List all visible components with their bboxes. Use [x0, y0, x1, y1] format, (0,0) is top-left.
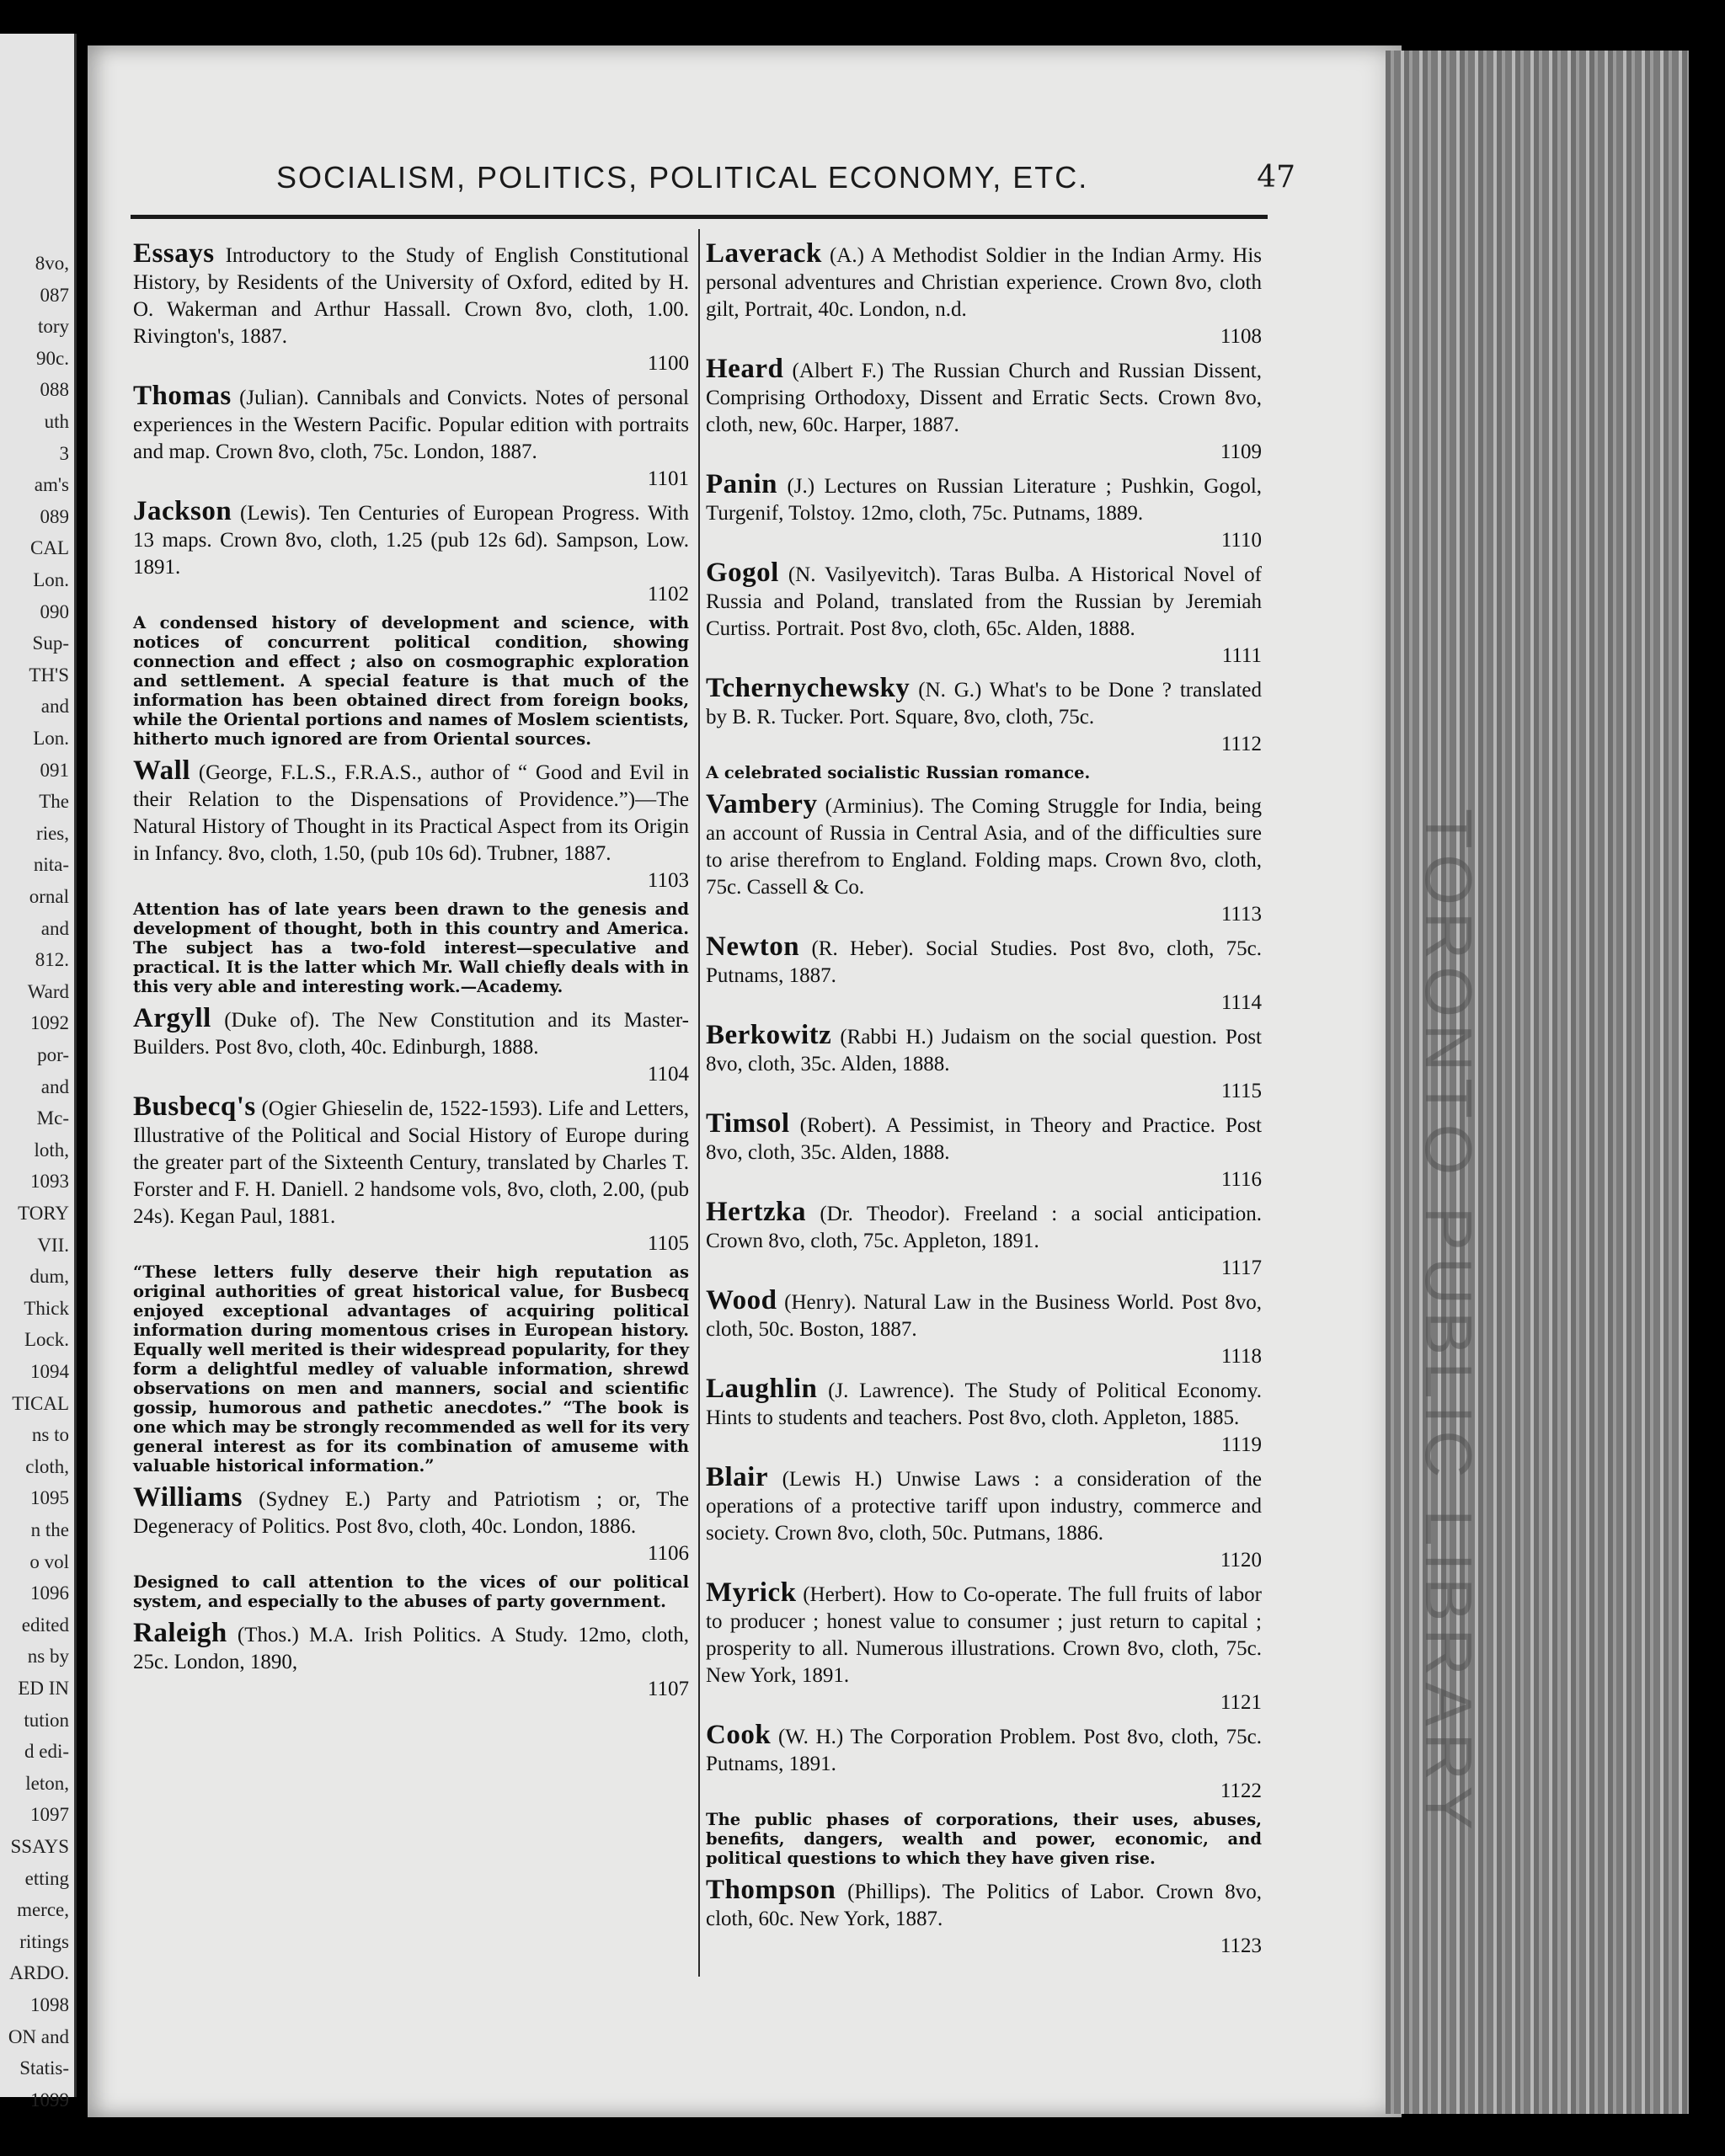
prev-page-text: dum, — [29, 1266, 69, 1288]
entry-author: Williams — [133, 1482, 243, 1513]
entry-number: 1123 — [1220, 1935, 1262, 1957]
prev-page-text: 3 — [59, 442, 69, 464]
prev-page-text: Mc- — [36, 1107, 69, 1129]
page-header — [125, 160, 1295, 219]
entry-number: 1118 — [1220, 1345, 1262, 1368]
entry-note: A celebrated socialistic Russian romance. — [706, 763, 1091, 782]
prev-page-text: ED IN — [18, 1678, 69, 1699]
prev-page-text: TICAL — [12, 1392, 69, 1414]
catalog-entry — [706, 559, 1262, 670]
entry-number: 1106 — [647, 1542, 689, 1565]
entry-author: Cook — [706, 1720, 772, 1750]
entry-description: (Sydney E.) Party and Patriotism ; or, The Degeneracy of Politics. Post 8vo, cloth, 40c. London, 1886. — [133, 1488, 689, 1538]
catalog-entry — [706, 1464, 1262, 1574]
prev-page-text: uth — [44, 411, 69, 432]
prev-page-text: TH'S — [29, 664, 69, 686]
page-number: 47 — [1257, 160, 1295, 195]
prev-page-text: and — [40, 696, 69, 718]
entry-author: Essays — [133, 238, 215, 269]
entry-author: Raleigh — [133, 1618, 227, 1648]
catalog-entry — [706, 1287, 1262, 1370]
prev-page-text: 090 — [40, 600, 69, 622]
entry-author: Wood — [706, 1285, 777, 1315]
entry-number: 1117 — [1220, 1257, 1262, 1279]
entry-author: Blair — [706, 1462, 768, 1492]
entry-number: 1121 — [1220, 1691, 1262, 1714]
prev-page-text: 1096 — [30, 1582, 69, 1604]
prev-page-text: Lon. — [33, 728, 69, 749]
entry-description: (A.) A Methodist Soldier in the Indian Army. His personal adventures and Christian experience. Crown 8vo, cloth gilt, Portrait, 40c. London, n.d. — [706, 244, 1263, 321]
prev-page-text: am's — [34, 474, 69, 496]
entry-author: Tchernychewsky — [706, 673, 911, 703]
entry-number: 1105 — [647, 1232, 689, 1255]
prev-page-text: and — [40, 917, 69, 939]
prev-page-text: 089 — [40, 505, 69, 527]
entry-author: Wall — [133, 755, 191, 786]
prev-page-text: edited — [21, 1614, 69, 1636]
prev-page-text: nita- — [33, 854, 69, 876]
entry-number: 1109 — [1220, 440, 1262, 463]
entry-number: 1100 — [647, 352, 689, 375]
catalog-entry — [706, 675, 1262, 758]
entry-number: 1114 — [1220, 991, 1262, 1014]
entry-description: (Lewis). Ten Centuries of European Progress. With 13 maps. Crown 8vo, cloth, 1.25 (pub 12s 6d). Sampson, Low. 1891. — [133, 502, 689, 579]
entry-note: Designed to call attention to the vices of our political system, and especially to the abuses of party government. — [133, 1572, 689, 1611]
column-divider — [698, 229, 700, 1977]
catalog-entry — [133, 1093, 689, 1257]
catalog-entry — [706, 791, 1262, 928]
left-column — [133, 240, 689, 1708]
prev-page-text: ns to — [31, 1424, 69, 1446]
entry-number: 1115 — [1220, 1080, 1262, 1102]
entry-author: Myrick — [706, 1577, 797, 1608]
catalog-entry — [706, 1375, 1262, 1459]
entry-author: Thompson — [706, 1875, 836, 1905]
entry-note: A condensed history of development and science, with notices of concurrent political condition, showing connection and effect ; also on cosmographic exploration and settlement. A special feature is that much of the information has been obtained direct from foreign books, while the Oriental portions and names of Moslem scientists, hitherto much ignored are from Oriental sources. — [133, 613, 689, 749]
prev-page-text: ritings — [19, 1930, 69, 1952]
prev-page-text: VII. — [37, 1234, 69, 1256]
entry-number: 1111 — [1221, 644, 1262, 667]
catalog-entry — [706, 1198, 1262, 1282]
entry-number: 1103 — [647, 869, 689, 892]
previous-page-fragment — [0, 34, 77, 2111]
prev-page-text: Ward — [27, 980, 69, 1002]
prev-page-text: 1092 — [30, 1012, 69, 1034]
catalog-entry — [706, 240, 1262, 350]
entry-number: 1113 — [1220, 903, 1262, 926]
prev-page-text: TORY — [18, 1203, 69, 1224]
entry-number: 1120 — [1220, 1549, 1262, 1572]
prev-page-text: ries, — [36, 822, 69, 844]
library-stamp: TORONTO PUBLIC LIBRARY — [1412, 808, 1486, 1837]
entry-number: 1112 — [1220, 733, 1262, 755]
prev-page-text: ARDO. — [9, 1962, 69, 1984]
entry-number: 1110 — [1220, 529, 1262, 552]
prev-page-text: etting — [24, 1867, 69, 1889]
entry-description: (R. Heber). Social Studies. Post 8vo, cloth, 75c. Putnams, 1887. — [706, 937, 1263, 987]
catalog-entry — [706, 355, 1262, 466]
entry-description: (J.) Lectures on Russian Literature ; Pushkin, Gogol, Turgenif, Tolstoy. 12mo, cloth, 75c. Putnams, 1889. — [706, 475, 1263, 525]
entry-author: Argyll — [133, 1003, 211, 1033]
entry-author: Gogol — [706, 558, 779, 588]
entry-description: (N. G.) What's to be Done ? translated by B. R. Tucker. Port. Square, 8vo, cloth, 75c. — [706, 679, 1263, 728]
entry-description: (Thos.) M.A. Irish Politics. A Study. 12mo, cloth, 25c. London, 1890, — [133, 1624, 689, 1673]
prev-page-text: por- — [37, 1044, 69, 1065]
prev-page-text: tory — [37, 316, 69, 338]
book-edge — [1386, 51, 1689, 2114]
entry-author: Hertzka — [706, 1197, 806, 1227]
entry-description: (Julian). Cannibals and Convicts. Notes of personal experiences in the Western Pacific. Popular edition with portraits and map. Crown 8vo, cloth, 75c. London, 1887. — [133, 387, 690, 463]
prev-page-text: Lock. — [24, 1329, 69, 1351]
entry-author: Vambery — [706, 789, 818, 819]
prev-page-text: 088 — [40, 379, 69, 401]
entry-note: The public phases of corporations, their uses, abuses, benefits, dangers, wealth and power, economic, and political questions to which they have given rise. — [706, 1810, 1262, 1868]
prev-page-text: cloth, — [25, 1455, 69, 1477]
entry-description: (Rabbi H.) Judaism on the social question. Post 8vo, cloth, 35c. Alden, 1888. — [706, 1026, 1262, 1075]
entry-author: Thomas — [133, 381, 232, 411]
entry-author: Laughlin — [706, 1374, 818, 1404]
entry-author: Busbecq's — [133, 1091, 256, 1122]
catalog-entry — [706, 1876, 1262, 1960]
entry-note: “These letters fully deserve their high reputation as original authorities of great historical value, for Busbecq enjoyed exceptional advantages of acquiring political information during momentous crises in European history. Equally well merited is their widespread popularity, for they form a delightful medley of valuable information, shrewd observations on men and manners, social and scientific gossip, humorous and pathetic anecdotes.” “The book is one which may be strongly recommended as well for its very general interest as for its combination of amuseme with valuable historical information.” — [133, 1262, 689, 1476]
entry-number: 1102 — [647, 583, 689, 606]
prev-page-text: merce, — [17, 1899, 69, 1921]
prev-page-text: o vol — [29, 1550, 69, 1572]
entry-author: Newton — [706, 931, 800, 962]
entry-author: Timsol — [706, 1108, 790, 1139]
prev-page-text: d edi- — [24, 1741, 69, 1763]
prev-page-text: 812. — [35, 949, 69, 971]
catalog-entry — [133, 240, 689, 377]
prev-page-text: 90c. — [36, 347, 69, 369]
prev-page-text: SSAYS — [10, 1836, 69, 1857]
entry-author: Berkowitz — [706, 1020, 832, 1050]
entry-number: 1119 — [1220, 1433, 1262, 1456]
prev-page-text: Sup- — [32, 632, 69, 654]
catalog-entry — [706, 1721, 1262, 1805]
catalog-entry — [133, 1005, 689, 1088]
entry-description: (Phillips). The Politics of Labor. Crown 8vo, cloth, 60c. New York, 1887. — [706, 1881, 1263, 1930]
catalog-entry — [706, 471, 1262, 554]
entry-note: Attention has of late years been drawn to the genesis and development of thought, both in this country and America. The subject has a two-fold interest—speculative and practical. It is the latter which Mr. Wall chiefly deals with in this very able and interesting work.—Academy. — [133, 899, 689, 996]
entry-author: Laverack — [706, 238, 822, 269]
prev-page-text: 1098 — [30, 1994, 69, 2015]
entry-description: (Ogier Ghieselin de, 1522-1593). Life and Letters, Illustrative of the Political and Social History of Europe during the greater part of the Sixteenth Century, translated by Charles T. Forster and F. H. Daniell. 2 handsome vols, 8vo, cloth, 2.00, (pub 24s). Kegan Paul, 1881. — [133, 1097, 690, 1228]
right-column — [706, 240, 1262, 1965]
prev-page-text: n the — [30, 1519, 69, 1540]
prev-page-text: tution — [24, 1709, 69, 1731]
prev-page-text: 1093 — [30, 1171, 69, 1193]
entry-author: Heard — [706, 354, 784, 384]
page-title: SOCIALISM, POLITICS, POLITICAL ECONOMY, ETC. — [276, 160, 1089, 195]
prev-page-text: 1095 — [30, 1487, 69, 1509]
catalog-entry — [706, 1022, 1262, 1105]
entry-description: (Albert F.) The Russian Church and Russian Dissent, Comprising Orthodoxy, Dissent and Erratic Sects. Crown 8vo, cloth, new, 60c. Harper, 1887. — [706, 360, 1262, 436]
prev-page-text: loth, — [34, 1139, 69, 1161]
prev-page-text: CAL — [30, 537, 69, 559]
catalog-entry — [133, 498, 689, 608]
catalog-entry — [133, 382, 689, 493]
entry-description: Introductory to the Study of English Constitutional History, by Residents of the University of Oxford, edited by H. O. Wakerman and Arthur Hassall. Crown 8vo, cloth, 1.00. Rivington's, 1887. — [133, 244, 690, 348]
catalog-entry — [133, 757, 689, 894]
prev-page-text: ON and — [8, 2025, 69, 2047]
entry-description: (J. Lawrence). The Study of Political Economy. Hints to students and teachers. Post 8vo, cloth. Appleton, 1885. — [706, 1380, 1262, 1429]
catalog-entry — [706, 1579, 1262, 1716]
entry-description: (N. Vasilyevitch). Taras Bulba. A Historical Novel of Russia and Poland, translated from the Russian by Jeremiah Curtiss. Portrait. Post 8vo, cloth, 65c. Alden, 1888. — [706, 563, 1262, 640]
entry-description: (George, F.L.S., F.R.A.S., author of “ Good and Evil in their Relation to the Dispensations of Providence.”)—The Natural History of Thought in its Practical Aspect from its Origin in Infancy. 8vo, cloth, 1.50, (pub 10s 6d). Trubner, 1887. — [133, 761, 690, 865]
prev-page-text: The — [39, 791, 69, 813]
entry-description: (Dr. Theodor). Freeland : a social anticipation. Crown 8vo, cloth, 75c. Appleton, 1891. — [706, 1203, 1263, 1252]
entry-description: (Robert). A Pessimist, in Theory and Practice. Post 8vo, cloth, 35c. Alden, 1888. — [706, 1114, 1263, 1164]
prev-page-text: ornal — [29, 886, 69, 907]
prev-page-text: 091 — [40, 759, 69, 781]
entry-number: 1122 — [1220, 1780, 1262, 1802]
entry-number: 1107 — [647, 1678, 689, 1700]
prev-page-text: ns by — [27, 1646, 69, 1668]
entry-description: (Duke of). The New Constitution and its Master-Builders. Post 8vo, cloth, 40c. Edinburgh, 1888. — [133, 1009, 690, 1059]
catalog-entry — [706, 933, 1262, 1017]
prev-page-text: leton, — [25, 1772, 69, 1794]
header-rule — [131, 215, 1268, 219]
entry-description: (Henry). Natural Law in the Business World. Post 8vo, cloth, 50c. Boston, 1887. — [706, 1291, 1262, 1341]
entry-description: (Arminius). The Coming Struggle for India, being an account of Russia in Central Asia, and of the difficulties sure to arise therefrom to England. Folding maps. Crown 8vo, cloth, 75c. Cassell & Co. — [706, 795, 1262, 899]
entry-description: (W. H.) The Corporation Problem. Post 8vo, cloth, 75c. Putnams, 1891. — [706, 1726, 1262, 1775]
prev-page-text: 8vo, — [35, 253, 69, 274]
prev-page-text: 1097 — [30, 1804, 69, 1826]
entry-author: Panin — [706, 469, 778, 499]
entry-number: 1116 — [1220, 1168, 1262, 1191]
entry-author: Jackson — [133, 496, 232, 526]
prev-page-text: 1099 — [30, 2089, 69, 2111]
prev-page-text: Lon. — [33, 569, 69, 590]
prev-page-text: 1094 — [30, 1361, 69, 1382]
catalog-entry — [706, 1110, 1262, 1193]
prev-page-text: Thick — [24, 1297, 69, 1319]
entry-number: 1108 — [1220, 325, 1262, 348]
prev-page-text: and — [40, 1075, 69, 1097]
entry-description: (Herbert). How to Co-operate. The full fruits of labor to producer ; honest value to consumer ; just return to capital ; prosperity to all. Numerous illustrations. Crown 8vo, cloth, 75c. New York, 1891. — [706, 1583, 1263, 1687]
entry-number: 1104 — [647, 1063, 689, 1086]
entry-number: 1101 — [647, 467, 689, 490]
catalog-entry — [133, 1620, 689, 1703]
entry-description: (Lewis H.) Unwise Laws : a consideration of the operations of a protective tariff upon industry, commerce and society. Crown 8vo, cloth, 50c. Putmans, 1886. — [706, 1468, 1262, 1545]
prev-page-text: Statis- — [19, 2057, 69, 2079]
catalog-entry — [133, 1484, 689, 1567]
prev-page-text: 087 — [40, 284, 69, 306]
